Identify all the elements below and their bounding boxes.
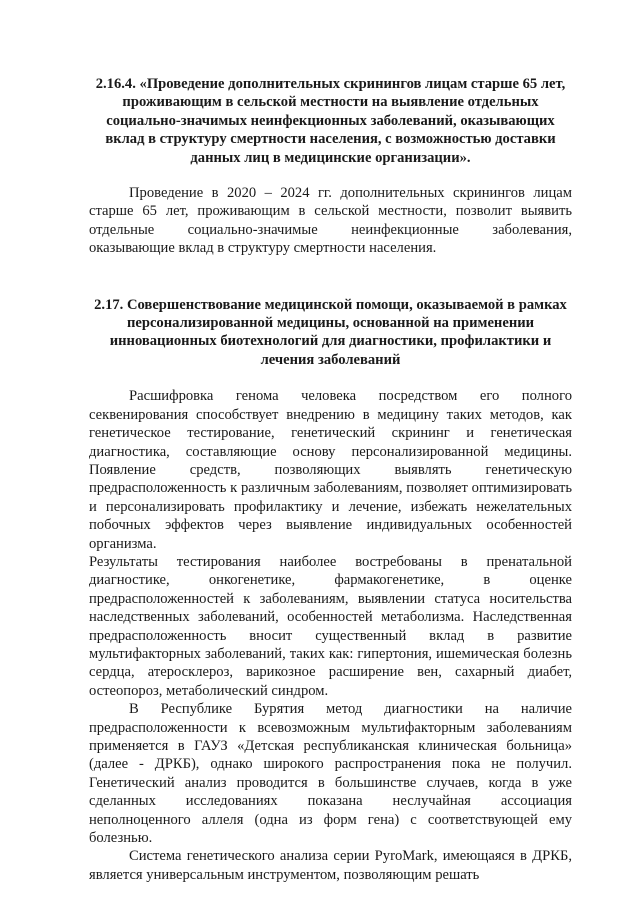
document-page xyxy=(89,72,572,884)
paragraph-buryatia: В Республике Бурятия метод диагностики на наличие предрасположенности к всевозможным мультифакторным заболеваниям применяется в ГАУЗ «Детская республиканская клиническая больница» (далее - ДРКБ), однако широкого распространения пока не получил. Генетический анализ проводится в большинстве случаев, когда в уже сделанных исследованиях показана неслучайная ассоциация неполноценного аллеля (одна из форм гена) с соответствующей ему болезнью. xyxy=(89,701,572,847)
section-heading-2-16-4: 2.16.4. «Проведение дополнительных скринингов лицам старше 65 лет, проживающим в сельской местности на выявление отдельных социально-значимых неинфекционных заболеваний, оказывающих вклад в структуру смертности населения, с возможностью доставки данных лиц в медицинские организации». xyxy=(95,76,566,166)
paragraph-testing-results: Результаты тестирования наиболее востребованы в пренатальной диагностике, онкогенетике, фармакогенетике, в оценке предрасположенностей к заболеваниям, выявлении статуса носительства наследственных заболеваний, особенностей метаболизма. Наследственная предрасположенность вносит существенный вклад в развитие мультифакторных заболеваний, таких как: гипертония, ишемическая болезнь сердца, атеросклероз, варикозное расширение вен, сахарный диабет, остеопороз, метаболический синдром. xyxy=(89,553,572,699)
paragraph-pyromark: Система генетического анализа серии PyroMark, имеющаяся в ДРКБ, является универсальным инструментом, позволяющим решать xyxy=(89,848,572,883)
section-heading-2-17: 2.17. Совершенствование медицинской помощи, оказываемой в рамках персонализированной медицины, основанной на применении инновационных биотехнологий для диагностики, профилактики и лечения заболеваний xyxy=(94,296,567,368)
paragraph-genome: Расшифровка генома человека посредством его полного секвенирования способствует внедрению в медицину таких методов, как генетическое тестирование, генетический скрининг и генетическая диагностика, составляющие основу персонализированной медицины. Появление средств, позволяющих выявлять генетическую предрасположенность к различным заболеваниям, позволяет оптимизировать и персонализировать профилактику и лечение, избежать нежелательных побочных эффектов через выявление индивидуальных особенностей организма. xyxy=(89,388,572,552)
paragraph-screenings: Проведение в 2020 – 2024 гг. дополнительных скринингов лицам старше 65 лет, проживающим в сельской местности, позволит выявить отдельные социально-значимые неинфекционные заболевания, оказывающие вклад в структуру смертности населения. xyxy=(89,185,572,257)
